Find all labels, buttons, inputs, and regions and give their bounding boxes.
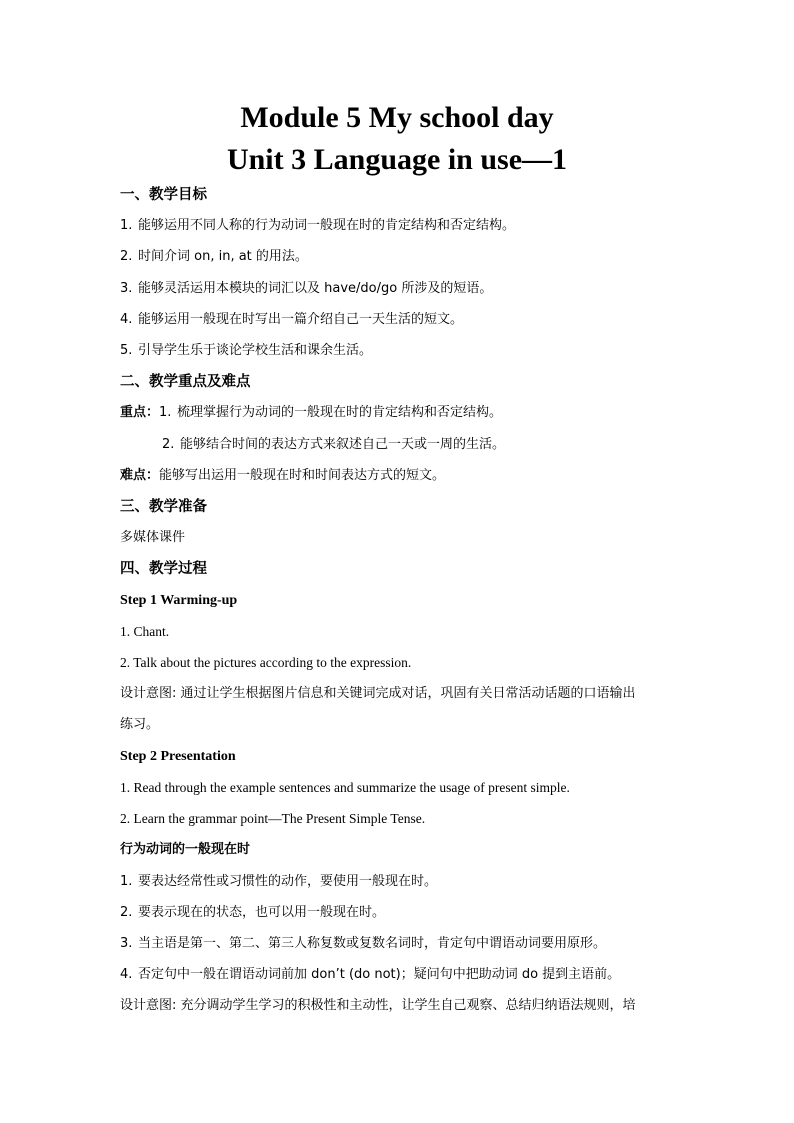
step1-design-intent-cont: 练习。 (120, 717, 160, 732)
grammar-rule (120, 873, 682, 891)
key-point-item (162, 436, 682, 454)
key-label: 重点： (120, 405, 160, 420)
design-text: 充分调动学生学习的积极性和主动性，让学生自己观察、总结归纳语法规则，培 (176, 998, 636, 1013)
item-text: 能够结合时间的表达方式来叙述自己一天或一周的生活。 (180, 437, 506, 452)
design-label: 设计意图: (120, 998, 177, 1013)
objective-item (120, 342, 682, 360)
item-number: 1. (120, 218, 133, 233)
objective-item (120, 248, 682, 266)
item-text: 引导学生乐于谈论学校生活和课余生活。 (138, 343, 373, 358)
grammar-subheading: 行为动词的一般现在时 (120, 842, 251, 857)
item-number: 2. (162, 437, 175, 452)
item-number: 5. (120, 343, 133, 358)
objective-item (120, 280, 682, 298)
step1-design-intent (120, 685, 682, 703)
item-number: 3. (120, 936, 133, 951)
step1-item: 1. Chant. (120, 624, 170, 639)
item-number: 4. (120, 312, 133, 327)
item-number: 4. (120, 967, 133, 982)
item-text: 能够运用不同人称的行为动词一般现在时的肯定结构和否定结构。 (138, 218, 516, 233)
section-heading-process: 四、教学过程 (120, 561, 207, 577)
item-text: 当主语是第一、第二、第三人称复数或复数名词时，肯定句中谓语动词要用原形。 (138, 936, 607, 951)
section-heading-key-points: 二、教学重点及难点 (120, 374, 251, 390)
objective-item (120, 311, 682, 329)
step2-item: 1. Read through the example sentences and summarize the usage of present simple. (120, 780, 570, 795)
item-text: 能够灵活运用本模块的词汇以及 have/do/go 所涉及的短语。 (138, 281, 493, 296)
design-label: 设计意图: (120, 686, 177, 701)
item-text: 要表达经常性或习惯性的动作，要使用一般现在时。 (138, 874, 438, 889)
step2-title: Step 2 Presentation (120, 749, 236, 764)
item-text: 时间介词 on, in, at 的用法。 (138, 249, 308, 264)
section-heading-objectives: 一、教学目标 (120, 187, 207, 203)
preparation-text: 多媒体课件 (120, 530, 186, 545)
item-number: 2. (120, 905, 133, 920)
section-heading-preparation: 三、教学准备 (120, 499, 207, 515)
item-text: 能够运用一般现在时写出一篇介绍自己一天生活的短文。 (138, 312, 464, 327)
item-text: 要表示现在的状态，也可以用一般现在时。 (138, 905, 386, 920)
step1-item: 2. Talk about the pictures according to the expression. (120, 655, 412, 670)
difficult-text: 能够写出运用一般现在时和时间表达方式的短文。 (159, 468, 446, 483)
grammar-rule (120, 935, 682, 953)
unit-title: Unit 3 Language in use—1 (226, 143, 568, 176)
grammar-rule (120, 904, 682, 922)
step1-title: Step 1 Warming-up (120, 593, 238, 608)
module-title: Module 5 My school day (240, 101, 554, 134)
step2-item: 2. Learn the grammar point—The Present Simple Tense. (120, 811, 426, 826)
item-number: 1. (159, 405, 172, 420)
item-text: 梳理掌握行为动词的一般现在时的肯定结构和否定结构。 (177, 405, 503, 420)
item-number: 1. (120, 874, 133, 889)
difficult-label: 难点： (120, 468, 160, 483)
difficult-point (120, 467, 682, 485)
item-number: 2. (120, 249, 133, 264)
item-text: 否定句中一般在谓语动词前加 don’t (do not)；疑问句中把助动词 do 提到主语前。 (138, 967, 621, 982)
objective-item (120, 217, 682, 235)
item-number: 3. (120, 281, 133, 296)
key-point-item (120, 404, 682, 422)
step2-design-intent (120, 997, 682, 1015)
design-text: 通过让学生根据图片信息和关键词完成对话，巩固有关日常活动话题的口语输出 (176, 686, 636, 701)
grammar-rule (120, 966, 682, 984)
